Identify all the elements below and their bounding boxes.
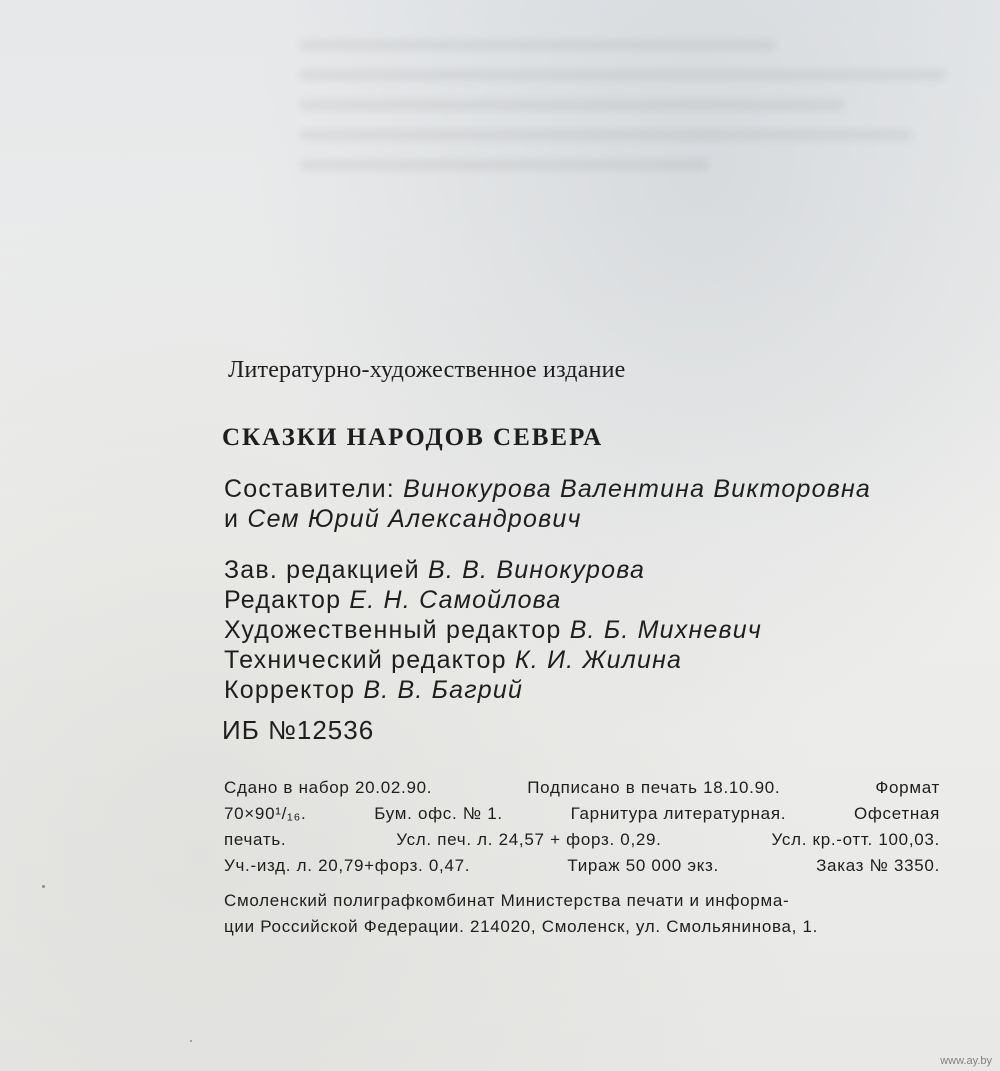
staff-list bbox=[224, 555, 762, 705]
staff-name: В. Б. Михневич bbox=[569, 616, 763, 644]
staff-row-head-of-office bbox=[224, 555, 762, 585]
paper-speck bbox=[42, 885, 45, 888]
staff-role: Зав. редакцией bbox=[224, 556, 420, 584]
imprint-segment: Сдано в набор 20.02.90. bbox=[224, 778, 433, 797]
print-specifications bbox=[224, 775, 940, 879]
ib-number: ИБ №12536 bbox=[222, 715, 375, 745]
staff-row-editor bbox=[224, 585, 762, 615]
staff-role: Технический редактор bbox=[224, 646, 507, 674]
staff-role: Художественный редактор bbox=[224, 616, 562, 644]
staff-name: В. В. Винокурова bbox=[427, 556, 646, 584]
imprint-segment: Тираж 50 000 экз. bbox=[567, 856, 719, 875]
imprint-segment: Бум. офс. № 1. bbox=[374, 804, 503, 823]
imprint-segment: Гарнитура литературная. bbox=[570, 804, 787, 823]
compiler-name-2: Сем Юрий Александрович bbox=[247, 505, 582, 533]
edition-type: Литературно-художественное издание bbox=[228, 357, 626, 383]
compilers-conjunction: и bbox=[224, 505, 240, 533]
staff-row-technical-editor bbox=[224, 645, 762, 675]
imprint-segment: Формат bbox=[875, 778, 940, 797]
staff-name: В. В. Багрий bbox=[363, 676, 524, 704]
imprint-line-3 bbox=[224, 827, 940, 853]
imprint-segment: Офсетная bbox=[853, 804, 940, 823]
imprint-segment: Усл. печ. л. 24,57 + форз. 0,29. bbox=[396, 830, 662, 849]
imprint-segment: печать. bbox=[224, 830, 287, 849]
printer-info bbox=[224, 888, 940, 940]
staff-row-art-editor bbox=[224, 615, 762, 645]
watermark: www.ay.by bbox=[940, 1055, 992, 1067]
printer-line-1: Смоленский полиграфкомбинат Министерства печати и информа- bbox=[224, 891, 790, 910]
compilers-label: Составители: bbox=[224, 475, 395, 503]
staff-name: К. И. Жилина bbox=[514, 646, 683, 674]
imprint-segment: 70×90¹/₁₆. bbox=[224, 804, 307, 823]
imprint-segment: Усл. кр.-отт. 100,03. bbox=[771, 830, 940, 849]
imprint-line-2 bbox=[224, 801, 940, 827]
staff-role: Корректор bbox=[224, 676, 356, 704]
staff-name: Е. Н. Самойлова bbox=[349, 586, 562, 614]
imprint-segment: Уч.-изд. л. 20,79+форз. 0,47. bbox=[224, 856, 471, 875]
book-title: СКАЗКИ НАРОДОВ СЕВЕРА bbox=[222, 424, 604, 451]
staff-role: Редактор bbox=[224, 586, 342, 614]
imprint-line-4 bbox=[224, 853, 940, 879]
imprint-segment: Заказ № 3350. bbox=[816, 856, 940, 875]
compiler-name-1: Винокурова Валентина Викторовна bbox=[403, 475, 872, 503]
compilers-line-1 bbox=[224, 475, 871, 504]
paper-speck bbox=[190, 1040, 192, 1042]
bleed-through-text bbox=[300, 20, 980, 250]
printer-line-2: ции Российской Федерации. 214020, Смоленск, ул. Смольянинова, 1. bbox=[224, 917, 819, 936]
imprint-segment: Подписано в печать 18.10.90. bbox=[527, 778, 781, 797]
staff-row-proofreader bbox=[224, 675, 762, 705]
compilers-line-2 bbox=[224, 505, 582, 534]
imprint-line-1 bbox=[224, 775, 940, 801]
